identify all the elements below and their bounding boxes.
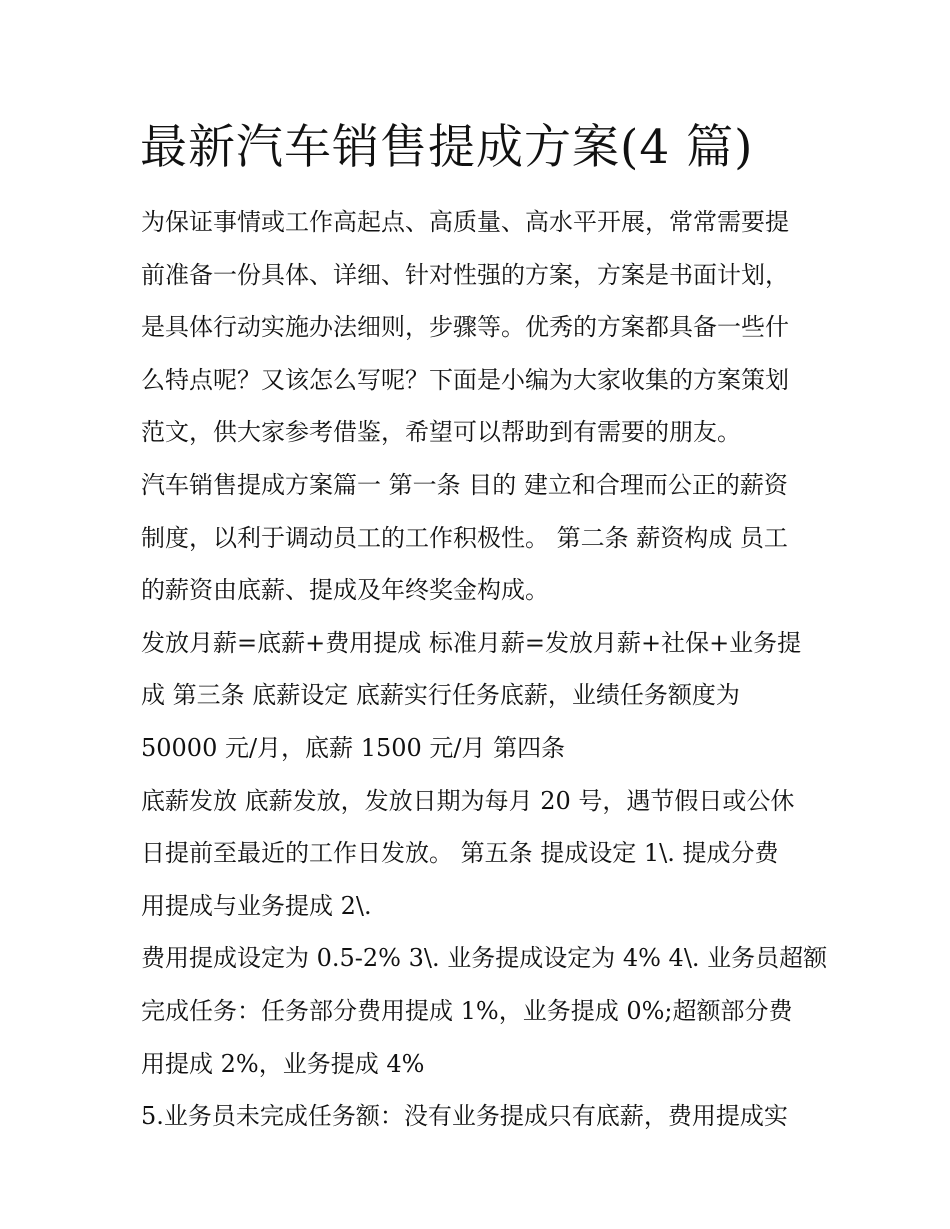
text-line: 费用提成设定为 0.5-2% 3\. 业务提成设定为 4% 4\. 业务员超额 [141,944,828,973]
text-line: 成 第三条 底薪设定 底薪实行任务底薪，业绩任务额度为 [141,681,740,710]
text-line: 么特点呢？又该怎么写呢？下面是小编为大家收集的方案策划 [141,365,789,394]
text-line: 发放月薪=底薪+费用提成 标准月薪=发放月薪+社保+业务提 [141,628,802,657]
text-line: 制度，以利于调动员工的工作积极性。 第二条 薪资构成 员工 [141,523,788,552]
document-title: 最新汽车销售提成方案(4 篇) [140,120,754,175]
text-line: 完成任务：任务部分费用提成 1%，业务提成 0%;超额部分费 [141,996,793,1025]
commission-paragraph [141,932,828,1090]
section-paragraph [141,459,817,617]
intro-paragraph [141,196,817,459]
text-line: 用提成与业务提成 2\. [141,891,372,920]
text-line: 范文，供大家参考借鉴，希望可以帮助到有需要的朋友。 [141,418,741,447]
text-line: 汽车销售提成方案篇一 第一条 目的 建立和合理而公正的薪资 [141,470,788,499]
text-line: 底薪发放 底薪发放，发放日期为每月 20 号，遇节假日或公休 [141,786,795,815]
salary-payment-paragraph [141,775,817,933]
document-body [141,196,828,1143]
text-line: 5.业务员未完成任务额：没有业务提成只有底薪，费用提成实 [141,1102,788,1131]
text-line: 用提成 2%，业务提成 4% [141,1049,425,1078]
salary-formula-paragraph [141,617,817,775]
text-line: 50000 元/月，底薪 1500 元/月 第四条 [141,733,566,762]
text-line: 前准备一份具体、详细、针对性强的方案，方案是书面计划， [141,260,789,289]
text-line: 日提前至最近的工作日发放。 第五条 提成设定 1\. 提成分费 [141,839,779,868]
text-line: 的薪资由底薪、提成及年终奖金构成。 [141,576,549,605]
unfinished-task-paragraph [141,1090,817,1143]
text-line: 为保证事情或工作高起点、高质量、高水平开展，常常需要提 [141,208,789,236]
text-line: 是具体行动实施办法细则，步骤等。优秀的方案都具备一些什 [141,313,789,342]
